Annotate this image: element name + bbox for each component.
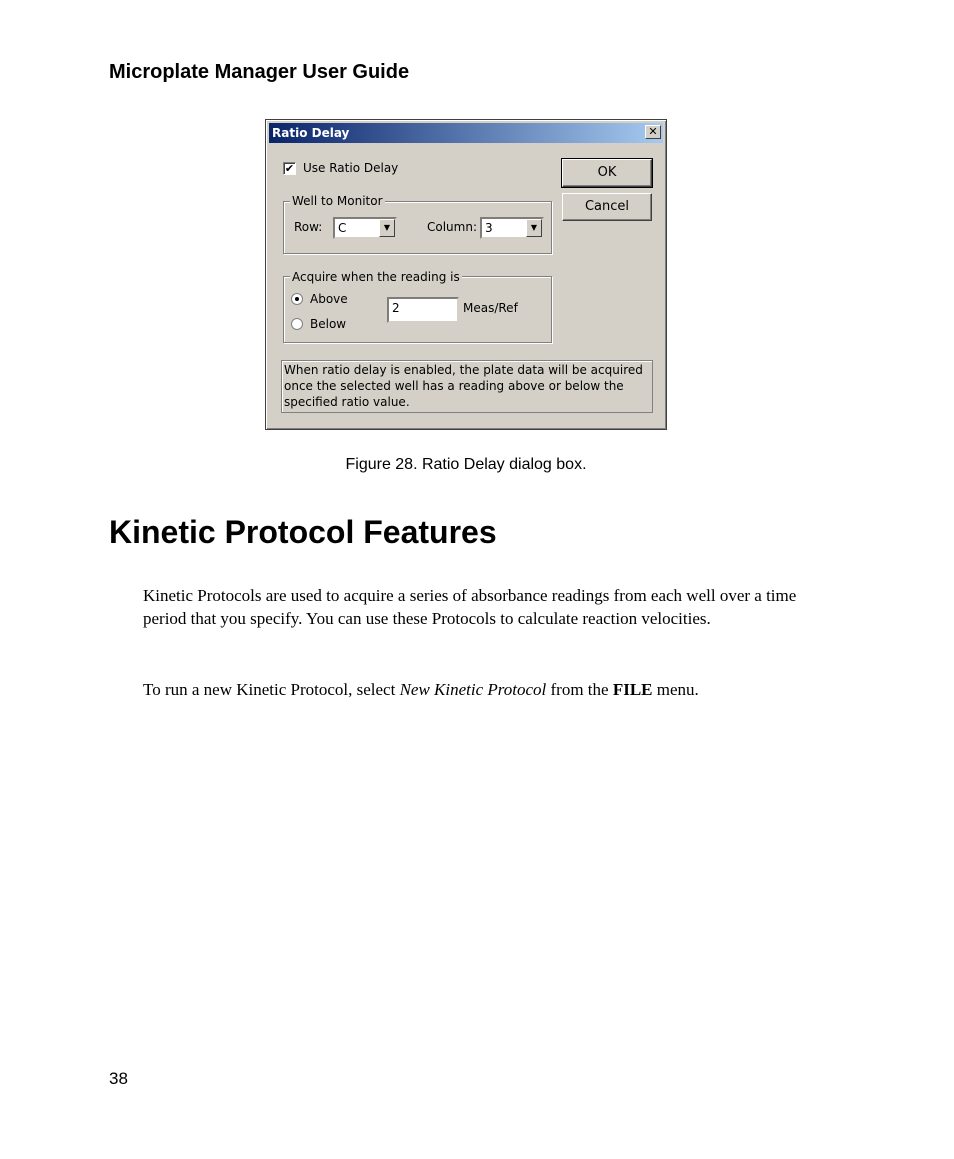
section-heading: Kinetic Protocol Features	[109, 514, 497, 550]
column-label: Column:	[427, 220, 477, 234]
use-ratio-delay-checkbox[interactable]: ✔	[284, 162, 295, 175]
row-select-value: C	[338, 221, 347, 235]
radio-selected-dot	[295, 297, 299, 301]
dialog-titlebar[interactable]	[269, 123, 663, 143]
body-paragraph	[143, 678, 803, 701]
well-to-monitor-legend: Well to Monitor	[292, 194, 383, 208]
below-label: Below	[310, 317, 347, 331]
menu-reference: FILE	[612, 680, 653, 699]
paragraph-text: from the	[546, 680, 613, 699]
above-radio[interactable]	[291, 293, 303, 305]
figure-caption: Figure 28. Ratio Delay dialog box.	[345, 456, 587, 473]
above-label: Above	[310, 292, 348, 306]
page-number: 38	[109, 1069, 128, 1088]
chevron-down-icon[interactable]: ▼	[379, 219, 395, 237]
paragraph-text: To run a new Kinetic Protocol, select	[143, 680, 400, 699]
info-text: When ratio delay is enabled, the plate data will be acquired once the selected well has a reading above or below the specified ratio value.	[281, 360, 653, 413]
dialog-title: Ratio Delay	[272, 126, 350, 140]
cancel-button[interactable]: Cancel	[562, 193, 652, 221]
page-header-title: Microplate Manager User Guide	[109, 61, 410, 83]
row-label: Row:	[294, 220, 323, 234]
chevron-down-icon[interactable]: ▼	[526, 219, 542, 237]
body-paragraph: Kinetic Protocols are used to acquire a series of absorbance readings from each well over a time period that you specify. You can use these Protocols to calculate reaction velocities.	[143, 586, 797, 628]
paragraph-text: menu.	[652, 680, 699, 699]
use-ratio-delay-label: Use Ratio Delay	[303, 161, 399, 175]
column-select[interactable]	[480, 217, 544, 239]
menu-item-reference: New Kinetic Protocol	[399, 680, 547, 699]
ratio-delay-dialog	[265, 119, 667, 430]
acquire-when-legend: Acquire when the reading is	[292, 270, 460, 284]
row-select[interactable]	[333, 217, 397, 239]
close-icon[interactable]: ✕	[645, 125, 661, 139]
column-select-value: 3	[485, 221, 493, 235]
below-radio[interactable]	[291, 318, 303, 330]
ratio-value-input[interactable]: 2	[387, 297, 459, 323]
meas-ref-label: Meas/Ref	[463, 301, 518, 315]
ok-button[interactable]: OK	[562, 159, 652, 187]
